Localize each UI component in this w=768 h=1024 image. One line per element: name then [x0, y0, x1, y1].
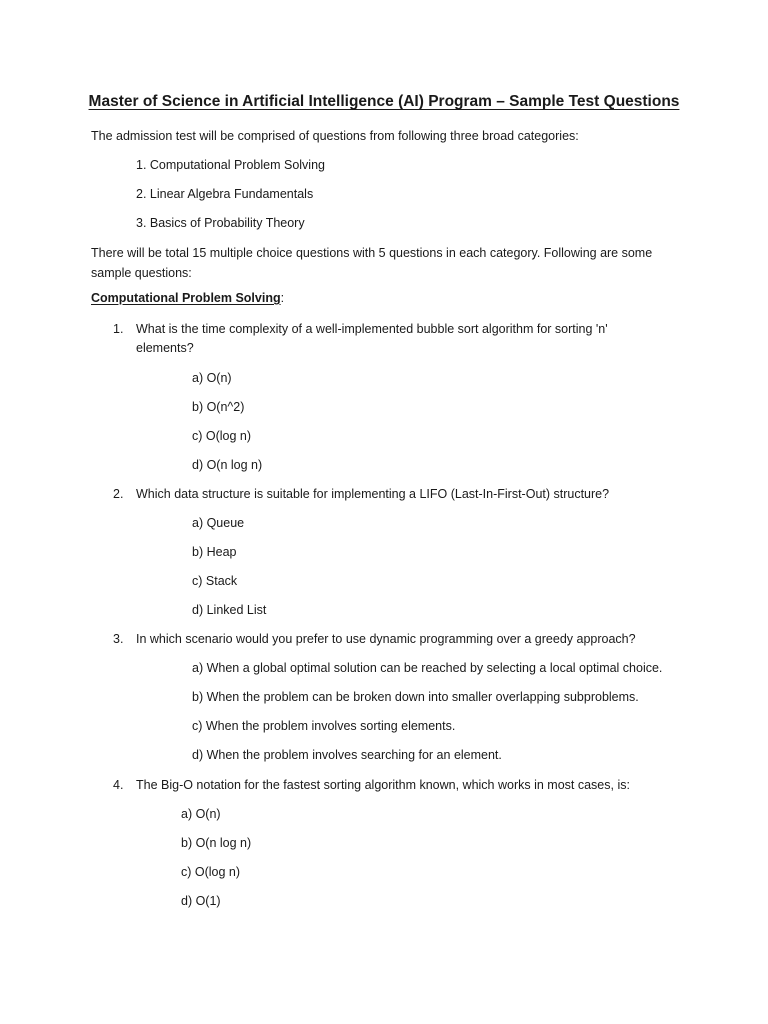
answer-option: b) Heap — [192, 545, 237, 559]
question-number: 1. — [113, 322, 124, 336]
section-heading — [91, 291, 284, 305]
answer-option: c) When the problem involves sorting elements. — [192, 719, 456, 733]
category-item: 3. Basics of Probability Theory — [136, 216, 305, 230]
answer-option: a) O(n) — [181, 807, 221, 821]
category-item: 2. Linear Algebra Fundamentals — [136, 187, 314, 201]
page-title — [0, 93, 768, 111]
answer-option: b) O(n^2) — [192, 400, 245, 414]
answer-option: b) When the problem can be broken down into smaller overlapping subproblems. — [192, 690, 639, 704]
intro-text: The admission test will be comprised of questions from following three broad categories: — [91, 129, 579, 143]
answer-option: a) O(n) — [192, 371, 232, 385]
answer-option: d) O(1) — [181, 894, 221, 908]
answer-option: d) Linked List — [192, 603, 267, 617]
answer-option: a) When a global optimal solution can be reached by selecting a local optimal choice. — [192, 661, 663, 675]
question-text: In which scenario would you prefer to use dynamic programming over a greedy approach? — [136, 632, 636, 646]
section-heading-colon: : — [280, 291, 285, 305]
answer-option: a) Queue — [192, 516, 245, 530]
section-heading-text: Computational Problem Solving — [91, 291, 281, 305]
question-number: 3. — [113, 632, 124, 646]
question-text: What is the time complexity of a well-implemented bubble sort algorithm for sorting 'n' elements? — [136, 322, 608, 355]
answer-option: c) O(log n) — [181, 865, 241, 879]
answer-option: c) Stack — [192, 574, 238, 588]
question-number: 2. — [113, 487, 124, 501]
answer-option: d) When the problem involves searching for an element. — [192, 748, 502, 762]
summary-text: There will be total 15 multiple choice questions with 5 questions in each category. Following are some sample questions: — [91, 246, 653, 280]
question-number: 4. — [113, 778, 124, 792]
question-text: The Big-O notation for the fastest sorting algorithm known, which works in most cases, is: — [136, 778, 630, 792]
answer-option: d) O(n log n) — [192, 458, 263, 472]
category-item: 1. Computational Problem Solving — [136, 158, 325, 172]
answer-option: b) O(n log n) — [181, 836, 252, 850]
page-title-text: Master of Science in Artificial Intelligence (AI) Program – Sample Test Questions — [88, 93, 680, 110]
question-text: Which data structure is suitable for implementing a LIFO (Last-In-First-Out) structure? — [136, 487, 610, 501]
answer-option: c) O(log n) — [192, 429, 252, 443]
